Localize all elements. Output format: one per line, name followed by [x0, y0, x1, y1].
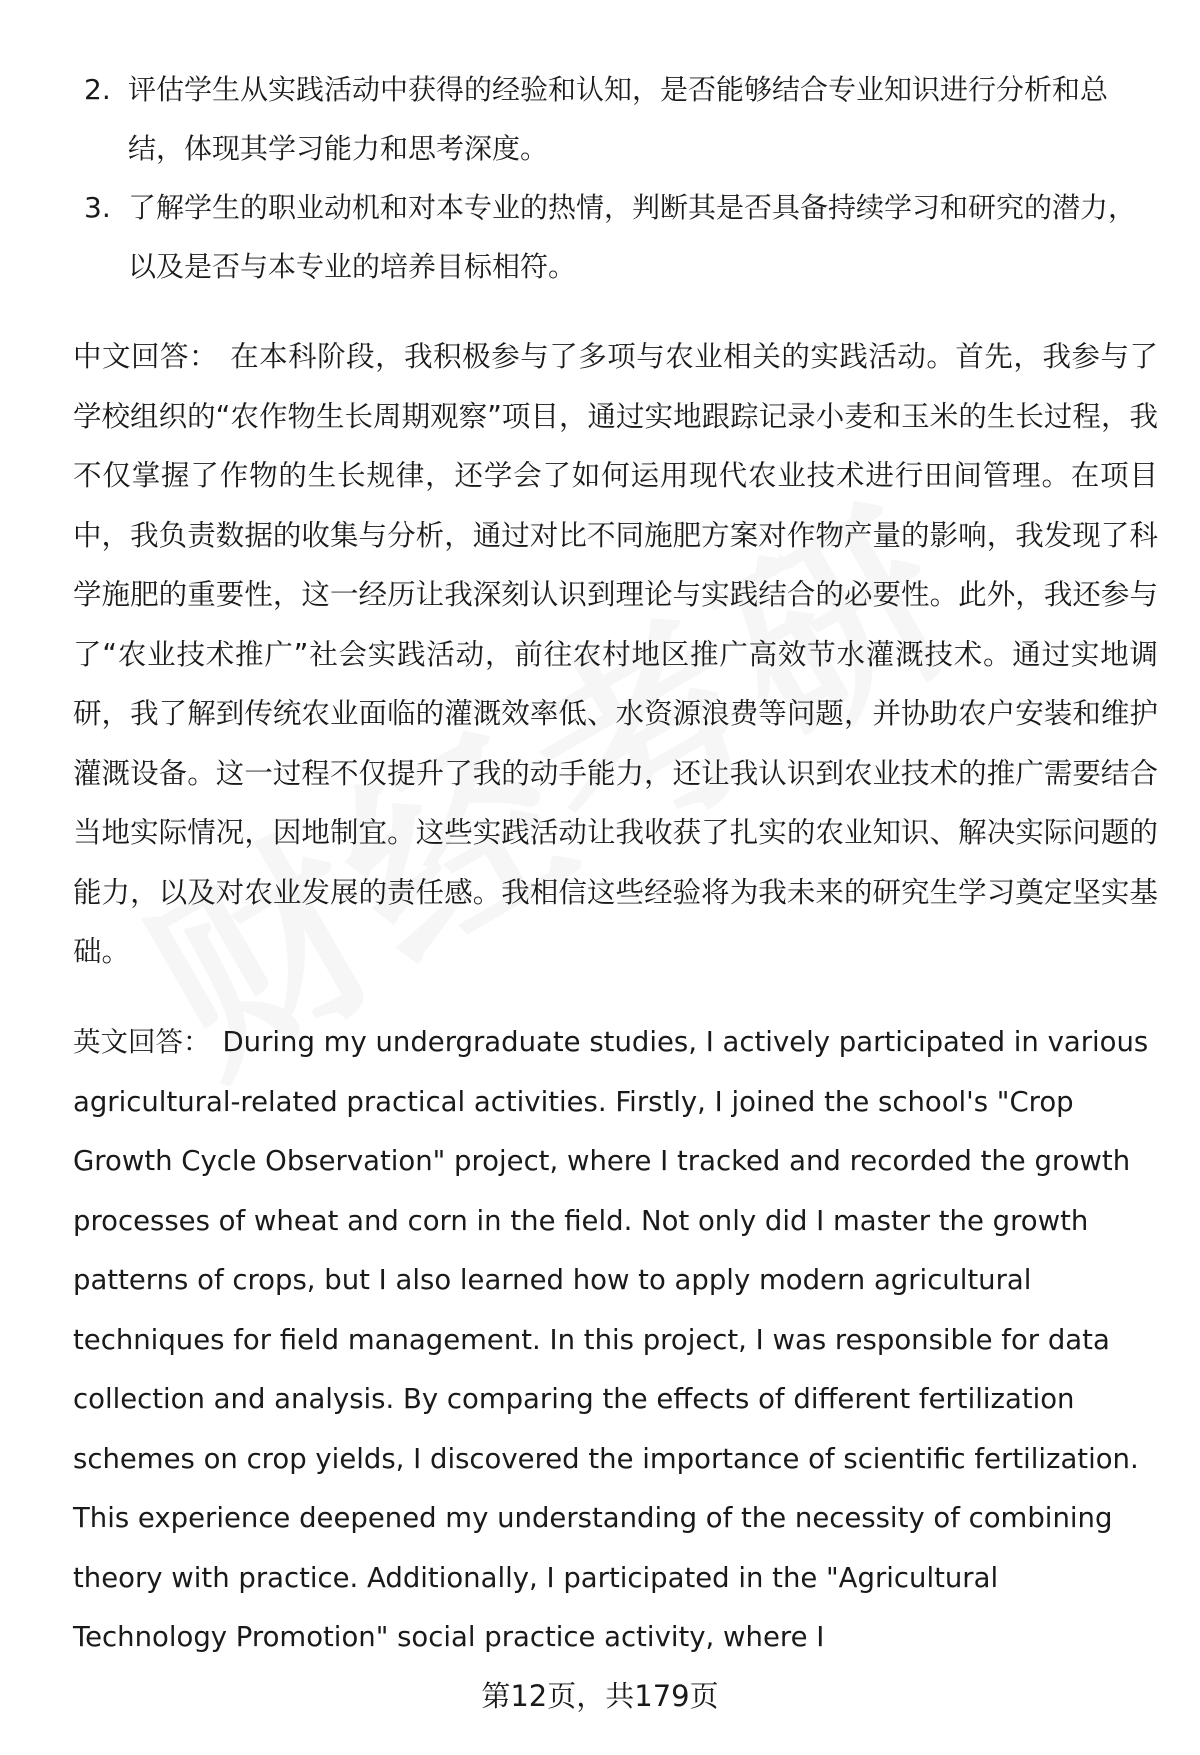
list-item-text: 评估学生从实践活动中获得的经验和认知，是否能够结合专业知识进行分析和总结，体现其学习能力和思考深度。	[128, 73, 1109, 165]
chinese-answer-text: 在本科阶段，我积极参与了多项与农业相关的实践活动。首先，我参与了学校组织的“农作物生长周期观察”项目，通过实地跟踪记录小麦和玉米的生长过程，我不仅掌握了作物的生长规律，还学会了如何运用现代农业技术进行田间管理。在项目中，我负责数据的收集与分析，通过对比不同施肥方案对作物产量的影响，我发现了科学施肥的重要性，这一经历让我深刻认识到理论与实践结合的必要性。此外，我还参与了“农业技术推广”社会实践活动，前往农村地区推广高效节水灌溉技术。通过实地调研，我了解到传统农业面临的灌溉效率低、水资源浪费等问题，并协助农户安装和维护灌溉设备。这一过程不仅提升了我的动手能力，还让我认识到农业技术的推广需要结合当地实际情况，因地制宜。这些实践活动让我收获了扎实的农业知识、解决实际问题的能力，以及对农业发展的责任感。我相信这些经验将为我未来的研究生学习奠定坚实基础。	[73, 340, 1158, 968]
chinese-answer-paragraph	[73, 327, 1158, 982]
list-item-number: 2.	[84, 73, 111, 106]
list-item	[76, 178, 1156, 296]
page-number-footer: 第12页，共179页	[481, 1679, 719, 1713]
english-answer-paragraph	[73, 1013, 1158, 1668]
list-item-text: 了解学生的职业动机和对本专业的热情，判断其是否具备持续学习和研究的潜力，以及是否与本专业的培养目标相符。	[128, 191, 1137, 283]
criteria-list	[76, 60, 1156, 296]
list-item	[76, 60, 1156, 178]
english-answer-text: During my undergraduate studies, I actively participated in various agricultural-related practical activities. Firstly, I joined the school's "Crop Growth Cycle Observation" project, where I tracked and recorded the growth processes of wheat and corn in the field. Not only did I master the growth patterns of crops, but I also learned how to apply modern agricultural techniques for field management. In this project, I was responsible for data collection and analysis. By comparing the effects of different fertilization schemes on crop yields, I discovered the importance of scientific fertilization. This experience deepened my understanding of the necessity of combining theory with practice. Additionally, I participated in the "Agricultural Technology Promotion" social practice activity, where I	[73, 1026, 1149, 1653]
list-item-number: 3.	[84, 191, 111, 224]
chinese-answer-label: 中文回答：	[73, 340, 219, 373]
english-answer-label: 英文回答：	[73, 1026, 211, 1058]
